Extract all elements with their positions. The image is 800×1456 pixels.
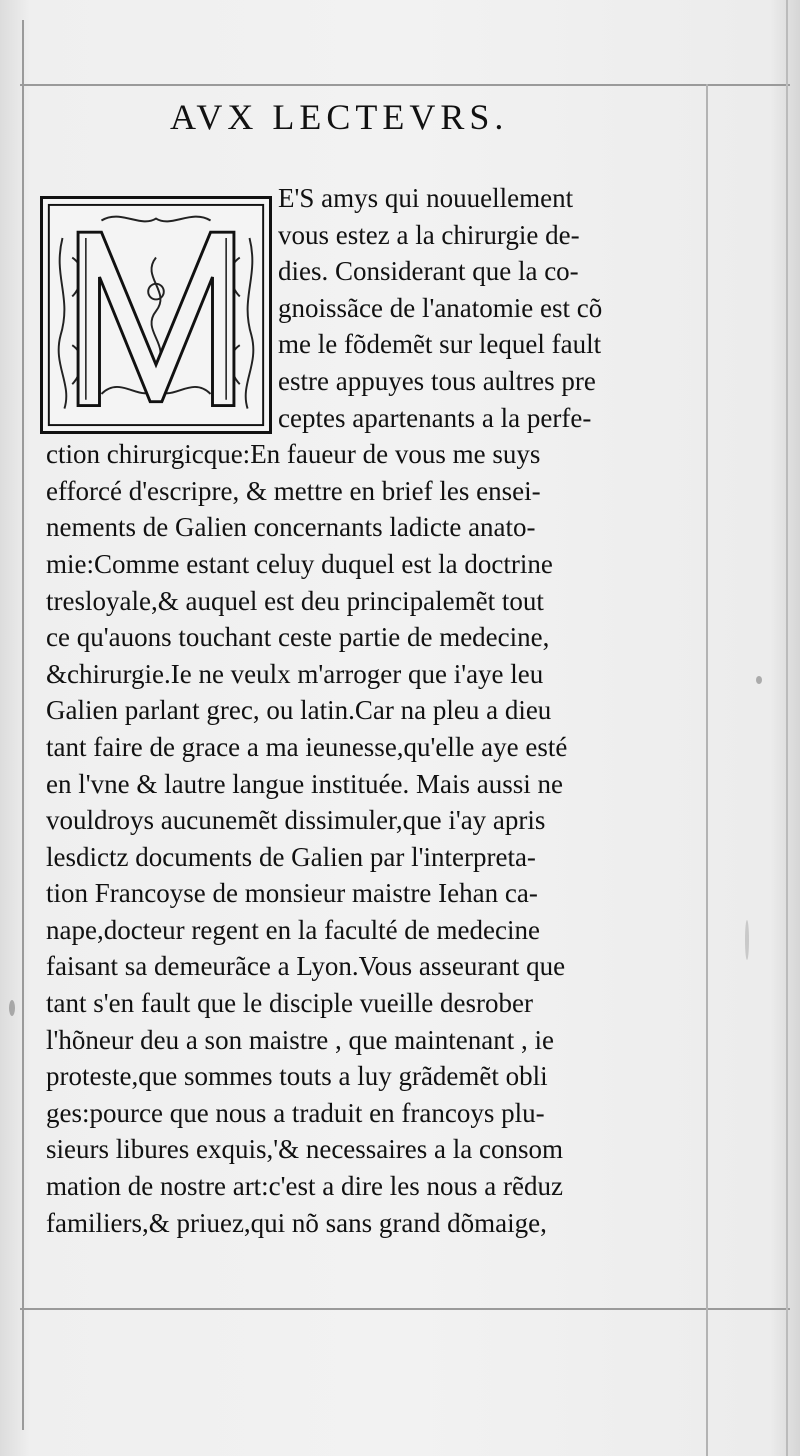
text-line: en l'vne & lautre langue instituée. Mais aussi ne: [46, 768, 563, 799]
body-text: [46, 180, 686, 1241]
text-line: Galien parlant grec, ou latin.Car na pleu a dieu: [46, 695, 552, 726]
text-line: ction chirurgicque:En faueur de vous me suys: [46, 439, 541, 470]
text-line: faisant sa demeurãce a Lyon.Vous asseurant que: [46, 951, 566, 982]
running-head: AVX LECTEVRS.: [170, 97, 509, 137]
text-line: me le fõdemẽt sur lequel fault: [278, 329, 602, 360]
ink-spot: [756, 676, 762, 684]
text-line: vouldroys aucunemẽt dissimuler,que i'ay apris: [46, 805, 546, 836]
text-line: mation de nostre art:c'est a dire les nous a rẽduz: [46, 1171, 563, 1202]
page-frame-bottom: [20, 1308, 790, 1310]
page-frame-top: [20, 84, 790, 86]
text-line: ce qu'auons touchant ceste partie de medecine,: [46, 622, 550, 653]
ink-spot: [745, 920, 749, 960]
page-frame-left: [22, 20, 24, 1430]
text-line: estre appuyes tous aultres pre: [278, 365, 596, 396]
text-line: proteste,que sommes touts a luy grãdemẽt obli: [46, 1061, 548, 1092]
text-line: lesdictz documents de Galien par l'interpreta-: [46, 841, 536, 872]
text-line: l'hõneur deu a son maistre , que maintenant , ie: [46, 1024, 554, 1055]
page-frame-right: [706, 84, 708, 1456]
text-line: ceptes apartenants a la perfe-: [278, 402, 592, 433]
text-line: dies. Considerant que la co-: [278, 256, 579, 287]
text-line: efforcé d'escripre, & mettre en brief les ensei-: [46, 475, 541, 506]
text-line: tant s'en fault que le disciple vueille desrober: [46, 988, 533, 1019]
text-line: tresloyale,& auquel est deu principalemẽt tout: [46, 585, 544, 616]
ink-spot: [9, 1000, 15, 1016]
text-line: E'S amys qui nouuellement: [278, 183, 574, 213]
text-line: sieurs libures exquis,'& necessaires a la consom: [46, 1134, 563, 1165]
text-line: tant faire de grace a ma ieunesse,qu'elle aye esté: [46, 731, 568, 762]
text-line: mie:Comme estant celuy duquel est la doctrine: [46, 548, 553, 579]
text-line: ges:pource que nous a traduit en francoys plu-: [46, 1097, 545, 1128]
text-line: nements de Galien concernants ladicte anato-: [46, 512, 536, 543]
text-line: nape,docteur regent en la faculté de medecine: [46, 914, 540, 945]
page-frame-far-right: [786, 0, 788, 1456]
text-line: gnoissãce de l'anatomie est cõ: [278, 292, 603, 323]
text-line: tion Francoyse de monsieur maistre Iehan ca-: [46, 878, 538, 909]
text-line: familiers,& priuez,qui nõ sans grand dõmaige,: [46, 1207, 547, 1238]
text-line: &chirurgie.Ie ne veulx m'arroger que i'aye leu: [46, 658, 544, 689]
text-line: vous estez a la chirurgie de-: [278, 219, 580, 250]
